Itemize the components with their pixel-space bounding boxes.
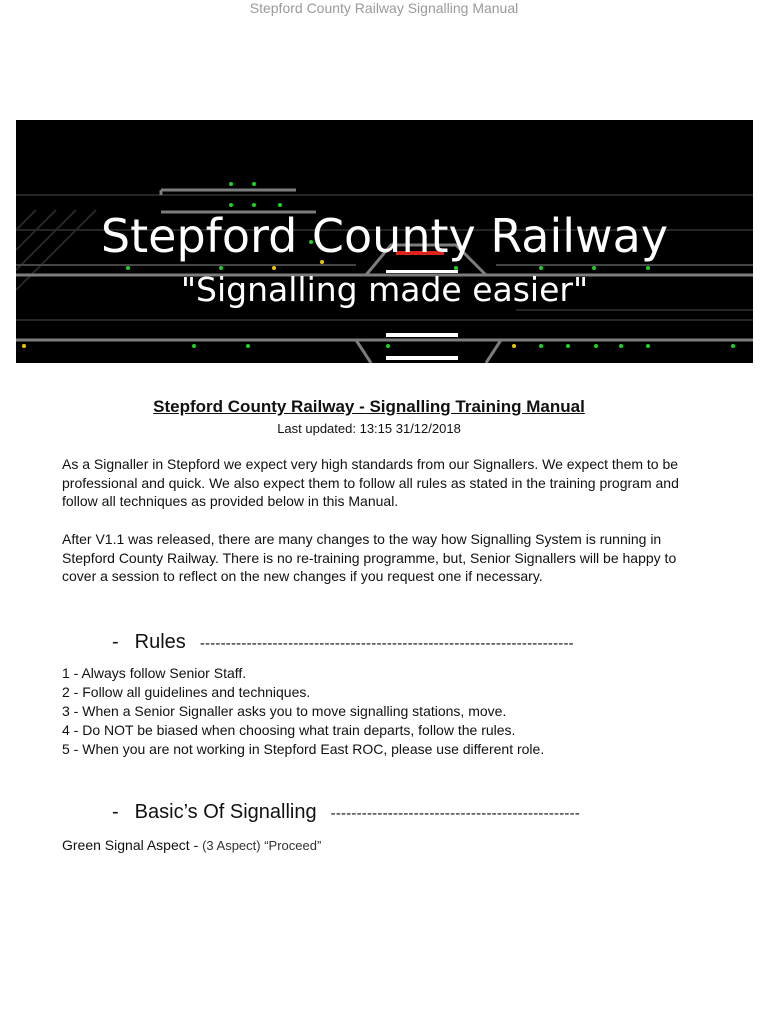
- intro-paragraph: As a Signaller in Stepford we expect very high standards from our Signallers. We expect them to be professional and quick. We also expect them to follow all rules as stated in the training program and follow all techniques as provided below in this Manual.: [62, 456, 679, 510]
- section-rule-line: ------------------------------------------------------------------------: [199, 635, 574, 652]
- section-dash: -: [112, 801, 119, 823]
- green-signal-line: [62, 836, 321, 855]
- last-updated: Last updated: 13:15 31/12/2018: [277, 421, 461, 436]
- banner-subtitle: "Signalling made easier": [180, 270, 589, 309]
- list-item: 2 - Follow all guidelines and techniques.: [62, 684, 311, 700]
- list-item: 4 - Do NOT be biased when choosing what train departs, follow the rules.: [62, 722, 516, 738]
- document-header: Stepford County Railway Signalling Manual: [249, 0, 519, 16]
- section-rule-line: ------------------------------------------------: [330, 805, 580, 822]
- document-title: Stepford County Railway - Signalling Training Manual: [153, 397, 585, 416]
- list-item: 1 - Always follow Senior Staff.: [62, 665, 247, 681]
- section-dash: -: [112, 631, 119, 653]
- section-heading-label: Basic’s Of Signalling: [134, 801, 317, 823]
- section-heading-basics: [112, 800, 732, 826]
- section-heading-label: Rules: [134, 631, 186, 653]
- intro-paragraph: After V1.1 was released, there are many changes to the way how Signalling System is running in Stepford County Railway. There is no re-training programme, but, Senior Signallers will be happy to cover a session to reflect on the new changes if you request one if necessary.: [62, 531, 677, 585]
- rules-list: [62, 664, 722, 759]
- green-signal-label: Green Signal Aspect -: [62, 837, 199, 853]
- list-item: 5 - When you are not working in Stepford East ROC, please use different role.: [62, 741, 545, 757]
- green-signal-aspect: (3 Aspect) “Proceed”: [202, 838, 322, 853]
- banner-title: Stepford County Railway: [100, 209, 669, 263]
- section-heading-rules: [112, 630, 732, 656]
- list-item: 3 - When a Senior Signaller asks you to move signalling stations, move.: [62, 703, 507, 719]
- banner: [16, 120, 753, 363]
